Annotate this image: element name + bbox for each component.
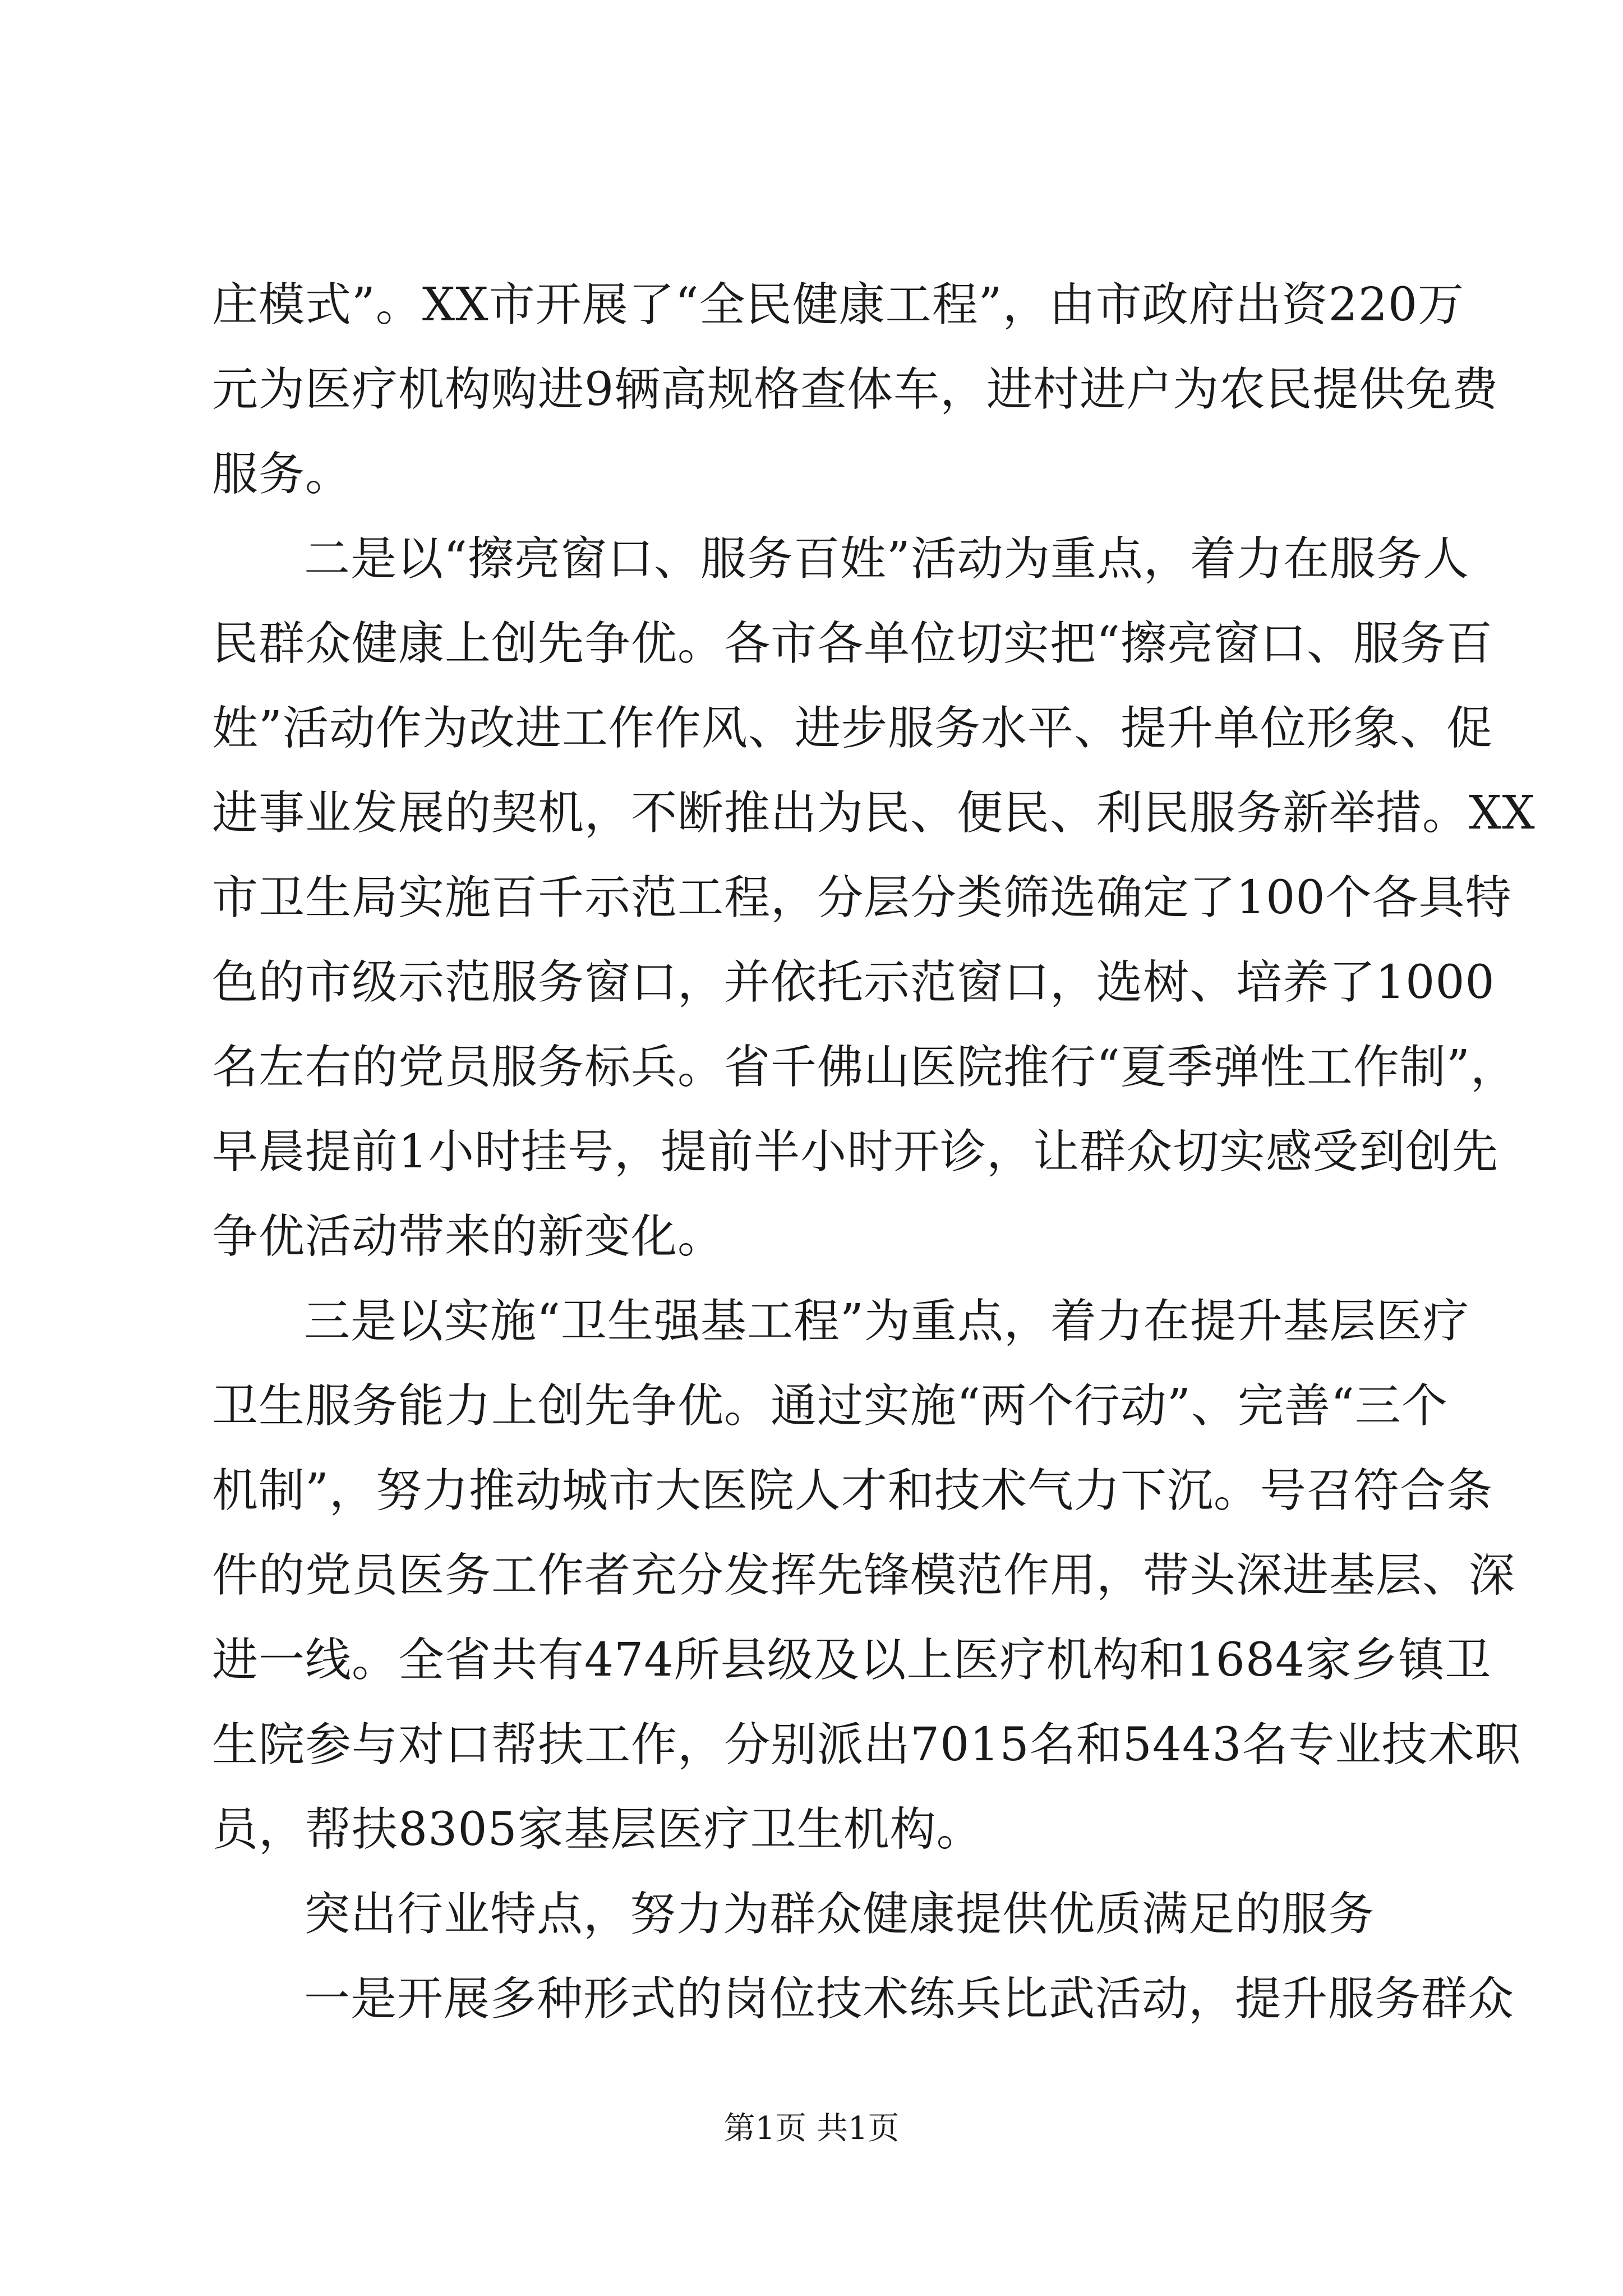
- text-line: 姓”活动作为改进工作作风、进步服务水平、提升单位形象、促: [212, 702, 1493, 755]
- paragraph-start-line: 二是以“擦亮窗口、服务百姓”活动为重点，着力在服务人: [304, 532, 1469, 586]
- paragraph-start-line: 一是开展多种形式的岗位技术练兵比武活动，提升服务群众: [304, 1972, 1515, 2026]
- text-line: 员，帮扶8305家基层医疗卫生机构。: [212, 1803, 983, 1856]
- page-footer: 第1页 共1页: [723, 2110, 900, 2147]
- text-line: 早晨提前1小时挂号，提前半小时开诊，让群众切实感受到创先: [212, 1125, 1499, 1179]
- text-line: 进一线。全省共有474所县级及以上医疗机构和1684家乡镇卫: [212, 1634, 1492, 1687]
- text-line: 名左右的党员服务标兵。省千佛山医院推行“夏季弹性工作制”，: [212, 1041, 1517, 1094]
- paragraph-start-line: 三是以实施“卫生强基工程”为重点，着力在提升基层医疗: [304, 1295, 1469, 1348]
- text-line: 色的市级示范服务窗口，并依托示范窗口，选树、培养了1000: [212, 956, 1495, 1009]
- text-line: 民群众健康上创先争优。各市各单位切实把“擦亮窗口、服务百: [212, 617, 1493, 670]
- text-line: 机制”，努力推动城市大医院人才和技术气力下沉。号召符合条: [212, 1464, 1493, 1517]
- text-line: 市卫生局实施百千示范工程，分层分类筛选确定了100个各具特: [212, 871, 1512, 924]
- text-line: 卫生服务能力上创先争优。通过实施“两个行动”、完善“三个: [212, 1379, 1448, 1433]
- document-body: [212, 263, 1536, 2041]
- text-line: 元为医疗机构购进9辆高规格查体车，进村进户为农民提供免费: [212, 363, 1499, 416]
- text-line: 庄模式”。XX市开展了“全民健康工程”，由市政府出资220万: [212, 278, 1465, 332]
- text-line: 件的党员医务工作者充分发挥先锋模范作用，带头深进基层、深: [212, 1549, 1516, 1602]
- text-line: 争优活动带来的新变化。: [212, 1210, 725, 1263]
- text-line: 服务。: [212, 448, 352, 501]
- section-heading: 突出行业特点，努力为群众健康提供优质满足的服务: [304, 1888, 1375, 1941]
- text-line: 进事业发展的契机，不断推出为民、便民、利民服务新举措。XX: [212, 786, 1536, 840]
- text-line: 生院参与对口帮扶工作，分别派出7015名和5443名专业技术职: [212, 1718, 1521, 1772]
